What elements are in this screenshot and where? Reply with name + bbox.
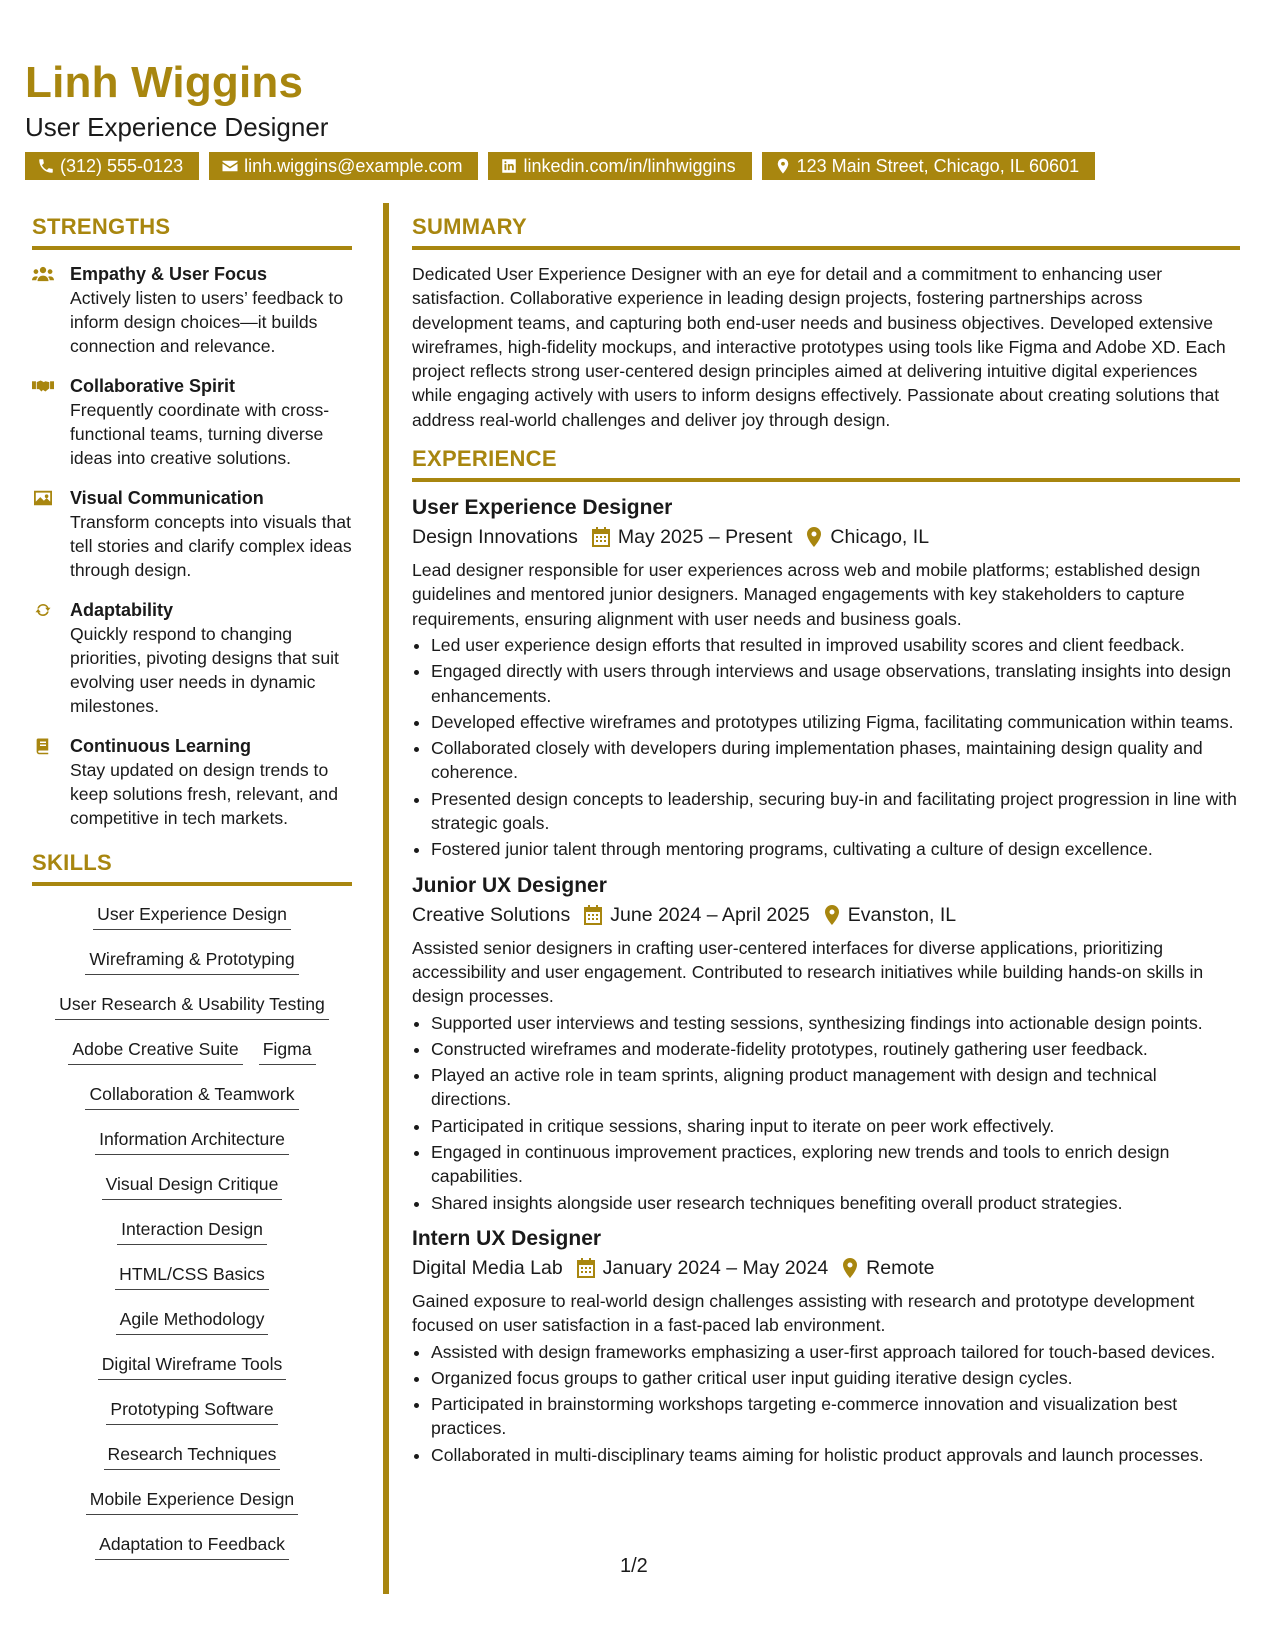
envelope-icon [221, 157, 239, 175]
job-location: Chicago, IL [830, 526, 930, 549]
strength-desc: Quickly respond to changing priorities, pivoting designs that suit evolving user needs in dynamic milestones. [70, 624, 339, 716]
linkedin-icon [500, 157, 518, 175]
job-company: Digital Media Lab [412, 1256, 563, 1279]
strength-desc: Actively listen to users’ feedback to inform design choices—it builds connection and relevance. [70, 288, 344, 356]
contact-phone[interactable] [25, 152, 199, 180]
strength-title: Empathy & User Focus [70, 264, 268, 284]
map-pin-icon [842, 1258, 858, 1278]
calendar-icon [592, 527, 610, 547]
job-meta [412, 900, 1240, 930]
job-description: Assisted senior designers in crafting user-centered interfaces for diverse applications, prioritizing accessibility and user engagement. Contributed to research initiatives while building hands-on skills in design processes. [412, 937, 1204, 1007]
job-bullets [412, 633, 1240, 862]
skill-tag: Interaction Design [117, 1217, 267, 1245]
list-item: • Led user experience design efforts that resulted in improved usability scores and client feedback. [431, 633, 1240, 657]
list-item: • Developed effective wireframes and prototypes utilizing Figma, facilitating communication within teams. [431, 710, 1240, 734]
contact-text: 123 Main Street, Chicago, IL 60601 [796, 155, 1080, 176]
handshake-icon [32, 377, 54, 395]
skill-tag: Prototyping Software [106, 1397, 277, 1425]
users-icon [32, 265, 54, 283]
strength-desc: Frequently coordinate with cross-functional teams, turning diverse ideas into creative solutions. [70, 400, 330, 468]
contact-address [762, 152, 1096, 180]
strength-title: Continuous Learning [70, 736, 251, 756]
skill-tag: User Research & Usability Testing [55, 992, 329, 1020]
job-meta [412, 1253, 1240, 1283]
contact-email[interactable] [209, 152, 478, 180]
calendar-icon [577, 1258, 595, 1278]
strength-item [32, 734, 352, 830]
list-item: • Engaged directly with users through interviews and usage observations, translating insights into design enhancements. [431, 659, 1240, 708]
strength-item [32, 374, 352, 470]
strength-title: Adaptability [70, 600, 174, 620]
book-icon [32, 737, 54, 755]
list-item: • Shared insights alongside user research techniques benefiting overall product strategies. [431, 1191, 1240, 1215]
right-column [412, 214, 1240, 1477]
job-entry [412, 1225, 1240, 1467]
skill-tag: Mobile Experience Design [86, 1487, 298, 1515]
job-meta [412, 522, 1240, 552]
job-description: Lead designer responsible for user experiences across web and mobile platforms; established design guidelines and mentored junior designers. Managed engagements with key stakeholders to capture requirements, ensuring alignment with user needs and business goals. [412, 560, 1201, 629]
contact-text: linh.wiggins@example.com [244, 155, 463, 176]
phone-icon [37, 157, 55, 175]
skill-tag: Figma [259, 1037, 316, 1065]
skill-tag: HTML/CSS Basics [115, 1262, 269, 1290]
list-item: • Supported user interviews and testing sessions, synthesizing findings into actionable design points. [431, 1011, 1240, 1035]
job-dates: January 2024 – May 2024 [602, 1256, 829, 1279]
experience-heading: EXPERIENCE [412, 446, 1240, 482]
job-description: Gained exposure to real-world design challenges assisting with research and prototype development focused on user satisfaction in a fast-paced lab environment. [412, 1290, 1195, 1336]
skills-list [32, 902, 352, 1577]
page-number: 1/2 [620, 1555, 648, 1577]
list-item: • Assisted with design frameworks emphasizing a user-first approach tailored for touch-based devices. [431, 1340, 1240, 1364]
job-company: Design Innovations [412, 526, 578, 549]
list-item: • Participated in critique sessions, sharing input to iterate on peer work effectively. [431, 1114, 1240, 1138]
strength-item [32, 262, 352, 358]
list-item: • Organized focus groups to gather critical user input guiding iterative design cycles. [431, 1366, 1240, 1390]
job-location: Evanston, IL [847, 903, 957, 926]
job-bullets [412, 1011, 1240, 1215]
summary-heading: SUMMARY [412, 214, 1240, 250]
skill-tag: Adaptation to Feedback [95, 1532, 289, 1560]
job-title: Junior UX Designer [412, 873, 607, 897]
skills-heading: SKILLS [32, 850, 352, 886]
job-bullets [412, 1340, 1240, 1467]
list-item: • Collaborated in multi-disciplinary teams aiming for holistic product approvals and launch processes. [431, 1443, 1240, 1467]
list-item: • Played an active role in team sprints, aligning product management with design and technical directions. [431, 1063, 1240, 1112]
strength-item [32, 486, 352, 582]
map-pin-icon [806, 527, 822, 547]
list-item: • Presented design concepts to leadership, securing buy-in and facilitating project progression in line with strategic goals. [431, 787, 1240, 836]
skill-tag: Adobe Creative Suite [68, 1037, 242, 1065]
left-column [32, 214, 352, 1577]
strength-desc: Stay updated on design trends to keep solutions fresh, relevant, and competitive in tech markets. [70, 760, 338, 828]
job-title: Intern UX Designer [412, 1226, 602, 1250]
skill-tag: Wireframing & Prototyping [85, 947, 298, 975]
summary-text: Dedicated User Experience Designer with an eye for detail and a commitment to enhancing user satisfaction. Collaborative experience in leading design projects, fostering partnerships across development teams, and capturing both end-user needs and business objectives. Developed extensive wireframes, high-fidelity mockups, and interactive prototypes using tools like Figma and Adobe XD. Each project reflects strong user-centered design principles aimed at delivering intuitive digital experiences while engaging actively with users to inform designs effectively. Passionate about creating solutions that address real-world challenges and deliver joy through design. [412, 264, 1226, 430]
job-dates: June 2024 – April 2025 [610, 903, 810, 926]
image-icon [32, 489, 54, 507]
contact-text: linkedin.com/in/linhwiggins [523, 155, 736, 176]
job-dates: May 2025 – Present [617, 526, 793, 549]
strength-title: Visual Communication [70, 488, 264, 508]
job-title: User Experience Designer [412, 496, 673, 520]
skill-tag: Collaboration & Teamwork [85, 1082, 298, 1110]
list-item: • Engaged in continuous improvement practices, exploring new trends and tools to enrich design capabilities. [431, 1140, 1240, 1189]
candidate-name: Linh Wiggins [25, 58, 304, 107]
map-pin-icon [774, 157, 792, 175]
contact-bar [25, 152, 1095, 180]
job-company: Creative Solutions [412, 903, 571, 926]
contact-text: (312) 555-0123 [60, 155, 184, 176]
skill-tag: Research Techniques [104, 1442, 281, 1470]
skill-tag: Visual Design Critique [102, 1172, 283, 1200]
job-entry [412, 494, 1240, 862]
strength-desc: Transform concepts into visuals that tell stories and clarify complex ideas through design. [70, 512, 352, 580]
calendar-icon [584, 905, 602, 925]
strengths-heading: STRENGTHS [32, 214, 352, 250]
job-location: Remote [866, 1256, 935, 1279]
skill-tag: Digital Wireframe Tools [98, 1352, 287, 1380]
contact-linkedin[interactable] [488, 152, 751, 180]
job-entry [412, 872, 1240, 1215]
strength-title: Collaborative Spirit [70, 376, 236, 396]
list-item: • Collaborated closely with developers during implementation phases, maintaining design quality and coherence. [431, 736, 1240, 785]
list-item: • Fostered junior talent through mentoring programs, cultivating a culture of design excellence. [431, 837, 1240, 861]
strength-item [32, 598, 352, 718]
list-item: • Constructed wireframes and moderate-fidelity prototypes, routinely gathering user feedback. [431, 1037, 1240, 1061]
column-divider [383, 203, 389, 1594]
map-pin-icon [824, 905, 840, 925]
list-item: • Participated in brainstorming workshops targeting e-commerce innovation and visualization best practices. [431, 1392, 1240, 1441]
skill-tag: User Experience Design [93, 902, 291, 930]
sync-icon [32, 601, 54, 619]
candidate-role: User Experience Designer [25, 112, 329, 142]
skill-tag: Agile Methodology [116, 1307, 269, 1335]
skill-tag: Information Architecture [95, 1127, 289, 1155]
